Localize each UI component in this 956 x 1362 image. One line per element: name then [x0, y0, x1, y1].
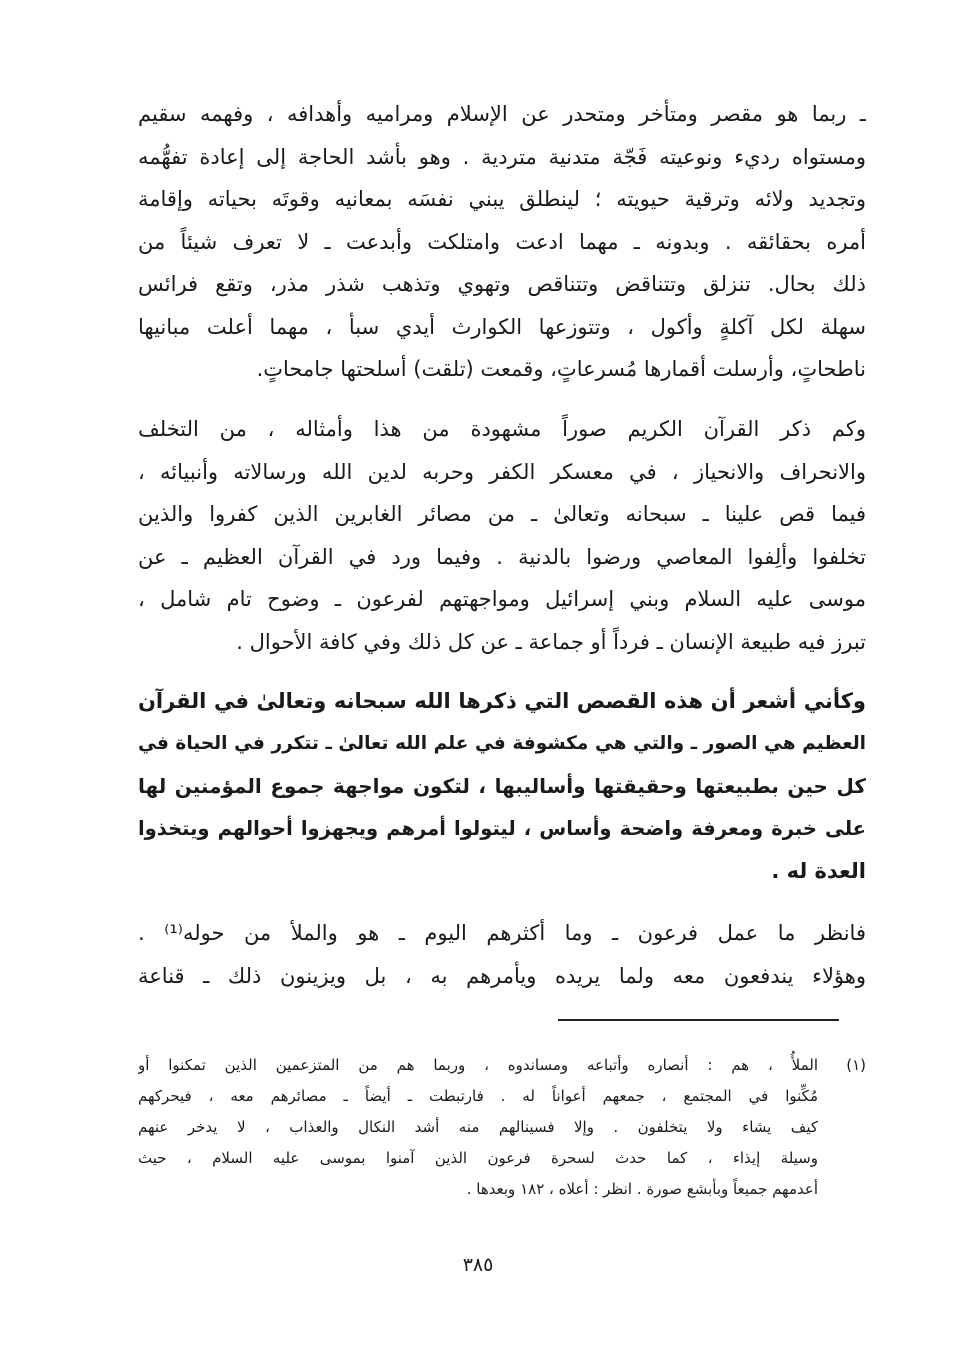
footnote-marker: (١): [846, 1056, 866, 1074]
footnote-line: مُكِّنوا في المجتمع ، جمعهم أعواناً له . فارتبطت ـ أيضاً ـ مصائرهم معه ، فيحركهم: [138, 1087, 818, 1105]
text-line: ناطحاتٍ، وأرسلت أقمارها مُسرعاتٍ، وقمعت (تلقت) أسلحتها جامحاتٍ.: [256, 357, 866, 381]
text-line: وهؤلاء يندفعون معه ولما يريده ويأمرهم به ، بل ويزينون ذلك ـ قناعة: [138, 963, 866, 988]
footnote-separator: [558, 1019, 839, 1021]
text-line: فيما قص علينا ـ سبحانه وتعالىٰ ـ من مصائر الغابرين الذين كفروا والذين: [138, 502, 866, 526]
text-line: وتجديد ولائه وترقية حيويته ؛ لينطلق يبني نفسَه بمعانيه وقوتَه بحياته وإقامة: [138, 187, 866, 211]
text-line: ـ ربما هو مقصر ومتأخر ومتحدر عن الإسلام ومراميه وأهدافه ، وفهمه سقيم: [138, 102, 866, 126]
footnote-line: كيف يشاء ولا يتخلفون . وإلا فسينالهم منه أشد النكال والعذاب ، لا يدخر عنهم: [138, 1118, 818, 1136]
text-line: كل حين بطبيعتها وحقيقتها وأساليبها ، لتكون مواجهة جموع المؤمنين لها: [138, 774, 866, 798]
text-line: تخلفوا وألِفوا المعاصي ورضوا بالدنية . وفيما ورد في القرآن العظيم ـ عن: [138, 544, 866, 569]
text-line: تبرز فيه طبيعة الإنسان ـ فرداً أو جماعة ـ عن كل ذلك وفي كافة الأحوال .: [236, 629, 866, 654]
footnote-text: [138, 1050, 818, 1205]
text-line: والانحراف والانحياز ، في معسكر الكفر وحربه لدين الله ورسالاته وأنبيائه ،: [138, 459, 866, 484]
paragraph-2: [138, 408, 866, 663]
text-line: وكأني أشعر أن هذه القصص التي ذكرها الله سبحانه وتعالىٰ في القرآن: [138, 689, 866, 713]
footnote: [138, 1050, 866, 1205]
paragraph-4: [138, 912, 866, 997]
footnote-line: أعدمهم جميعاً وبأبشع صورة . انظر : أعلاه ، ١٨٢ وبعدها .: [466, 1180, 818, 1198]
text-line: سهلة لكل آكلةٍ وأكول ، وتتوزعها الكوارث أيدي سبأ ، مهما أعلت مبانيها: [138, 314, 866, 339]
text-line: ذلك بحال. تنزلق وتتناقض وتتناقص وتهوي وتذهب شذر مذر، وتقع فرائس: [138, 272, 866, 296]
paragraph-3-bold: [138, 680, 866, 893]
text-line: فانظر ما عمل فرعون ـ وما أكثرهم اليوم ـ هو والملأ من حوله⁽¹⁾ .: [138, 921, 866, 945]
paragraph-1: [138, 93, 866, 391]
text-line: موسى عليه السلام وبني إسرائيل ومواجهتهم لفرعون ـ وضوح تام شامل ،: [138, 587, 866, 611]
footnote-line: وسيلة إيذاء ، كما حدث لسحرة فرعون الذين آمنوا بموسى عليه السلام ، حيث: [138, 1149, 818, 1167]
text-line: على خبرة ومعرفة واضحة وأساس ، ليتولوا أمرهم ويجهزوا أحوالهم ويتخذوا: [138, 816, 866, 840]
text-line: العدة له .: [771, 859, 866, 883]
text-line: وكم ذكر القرآن الكريم صوراً مشهودة من هذا وأمثاله ، من التخلف: [138, 417, 866, 441]
text-line: العظيم هي الصور ـ والتي هي مكشوفة في علم الله تعالىٰ ـ تتكرر في الحياة في: [138, 732, 866, 754]
text-line: ومستواه رديء ونوعيته فَجّة متدنية متردية . وهو بأشد الحاجة إلى إعادة تفهُّمه: [138, 144, 866, 169]
footnote-line: الملأُ ، هم : أنصاره وأتباعه ومساندوه ، وربما هم من المتزعمين الذين تمكنوا أو: [138, 1056, 818, 1074]
page-number: ٣٨٥: [462, 1254, 494, 1276]
text-line: أمره بحقائقه . وبدونه ـ مهما ادعت وامتلكت وأبدعت ـ لا تعرف شيئاً من: [138, 229, 866, 254]
